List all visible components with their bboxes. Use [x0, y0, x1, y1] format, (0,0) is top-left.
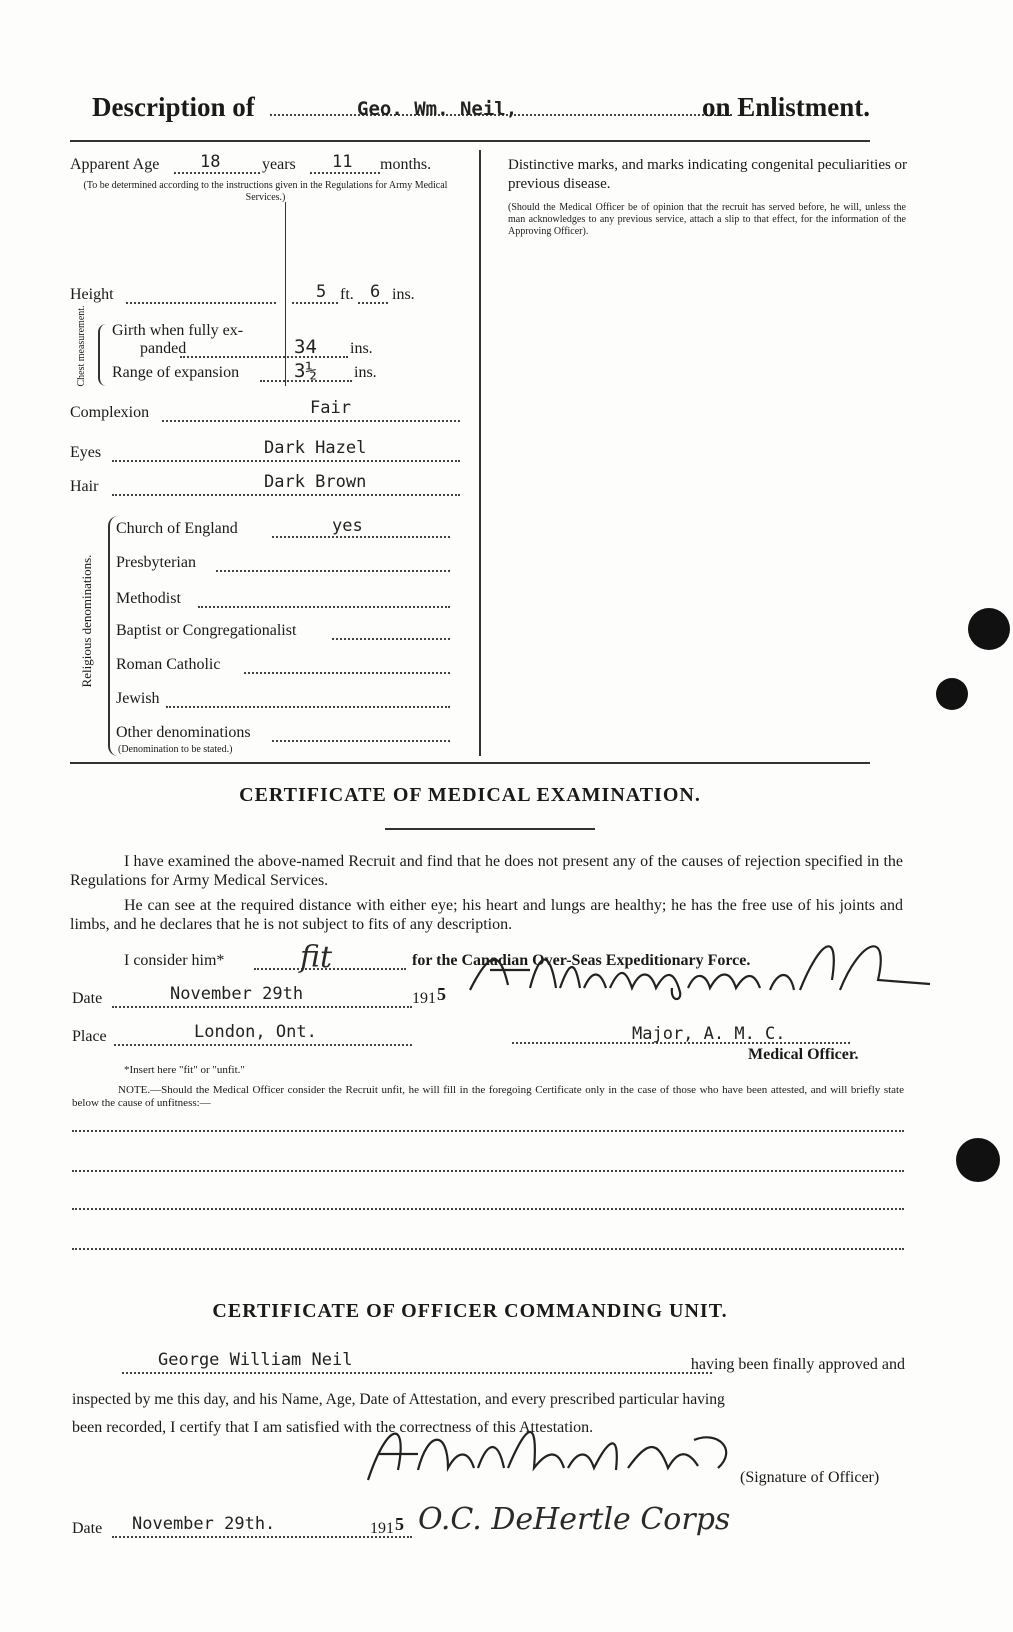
- age-note: (To be determined according to the instructions given in the Regulations for Army Medical Services.): [83, 180, 448, 203]
- unfitness-line-3[interactable]: [72, 1208, 904, 1210]
- insert-note: *Insert here "fit" or "unfit.": [124, 1064, 245, 1076]
- range-row: Range of expansion 3½ ins.: [112, 360, 377, 382]
- complexion-value: Fair: [310, 398, 351, 418]
- binder-hole-top: [968, 608, 1010, 650]
- rank-row: [512, 1024, 872, 1048]
- apparent-age-row: Apparent Age 18 years 11 months.: [70, 152, 432, 173]
- medical-officer-signature: [460, 930, 950, 1010]
- religion-roman-catholic: Roman Catholic: [116, 656, 466, 678]
- title-suffix: on Enlistment.: [702, 92, 871, 122]
- eyes-row: Eyes Dark Hazel: [70, 444, 470, 466]
- height-inches: 6: [370, 282, 381, 302]
- unfitness-line-1[interactable]: [72, 1130, 904, 1132]
- girth-row: Girth when fully ex- panded 34 ins.: [112, 322, 373, 358]
- religion-label: Religious denominations.: [79, 554, 94, 688]
- chest-label: Chest measurement.: [76, 305, 87, 387]
- commanding-date-row: Date November 29th. 191 5: [72, 1520, 472, 1544]
- binder-hole-middle: [936, 678, 968, 710]
- age-months: 11: [332, 152, 353, 172]
- complexion-row: Complexion Fair: [70, 404, 470, 426]
- commanding-recruit-name: George William Neil: [158, 1350, 353, 1370]
- height-row: Height 5 ft. 6 ins.: [70, 282, 415, 303]
- medical-heading: CERTIFICATE OF MEDICAL EXAMINATION.: [239, 784, 701, 806]
- unfitness-line-2[interactable]: [72, 1170, 904, 1172]
- range-value: 3½: [294, 360, 317, 382]
- medical-rank-value: Major, A. M. C.: [632, 1024, 786, 1044]
- consider-row: I consider him* fit for the Canadian Over-Seas Expeditionary Force.: [124, 940, 751, 975]
- fitness-value: fit: [300, 940, 333, 975]
- distinctive-marks-title: Distinctive marks, and marks indicating congenital peculiarities or previous disease.: [508, 157, 908, 192]
- commanding-line-1: George William Neil having been finally approved and: [72, 1356, 905, 1380]
- religion-other: Other denominations: [116, 724, 466, 746]
- commanding-line-2: inspected by me this day, and his Name, Age, Date of Attestation, and every prescribed particular having: [72, 1391, 725, 1408]
- title-prefix: Description of: [92, 92, 255, 122]
- chest-brace: [98, 324, 108, 386]
- column-divider: [479, 150, 481, 756]
- medical-divider: [385, 828, 595, 830]
- distinctive-marks-note: (Should the Medical Officer be of opinion that the recruit has served before, he will, unless the man acknowledges to any previous service, attach a slip to that effect, for the information of the Approving Officer).: [508, 202, 906, 237]
- religion-church-of-england: Church of England yes: [116, 520, 466, 542]
- binder-hole-bottom: [956, 1138, 1000, 1182]
- age-years: 18: [200, 152, 221, 172]
- medical-date-row: Date November 29th 191 5: [72, 984, 446, 1007]
- medical-officer-label: Medical Officer.: [748, 1046, 859, 1063]
- commanding-officer-signature: [358, 1410, 758, 1490]
- unfitness-note: NOTE.—Should the Medical Officer consider the Recruit unfit, he will fill in the foregoing Certificate only in the case of those who have been attested, and will briefly state below the cause of unfitness:—: [72, 1084, 904, 1109]
- form-title: [92, 92, 882, 124]
- hair-value: Dark Brown: [264, 472, 367, 492]
- medical-paragraph-1: I have examined the above-named Recruit and find that he does not present any of the causes of rejection specified in the Regulations for Army Medical Services.: [70, 853, 903, 889]
- header-rule: [70, 140, 870, 142]
- medical-date-value: November 29th: [170, 984, 304, 1004]
- religion-baptist: Baptist or Congregationalist: [116, 622, 466, 644]
- eyes-value: Dark Hazel: [264, 438, 367, 458]
- hair-row: Hair Dark Brown: [70, 478, 470, 500]
- religion-methodist: Methodist: [116, 590, 466, 612]
- religion-coe-value: yes: [332, 516, 363, 536]
- medical-place-value: London, Ont.: [194, 1022, 317, 1042]
- commanding-officer-handwriting: O.C. DeHertle Corps: [418, 1502, 731, 1537]
- unfitness-line-4[interactable]: [72, 1248, 904, 1250]
- height-feet: 5: [316, 282, 327, 302]
- medical-paragraph-2: He can see at the required distance with either eye; his heart and lungs are healthy; he has the free use of his joints and limbs, and he declares that he is not subject to fits of any description.: [70, 897, 903, 933]
- commanding-line-3: been recorded, I certify that I am satisfied with the correctness of this Attestation.: [72, 1419, 594, 1436]
- commanding-heading: CERTIFICATE OF OFFICER COMMANDING UNIT.: [212, 1300, 728, 1322]
- medical-place-row: Place London, Ont.: [72, 1028, 472, 1052]
- girth-value: 34: [294, 336, 317, 358]
- other-denomination-note: (Denomination to be stated.): [118, 744, 233, 755]
- religion-jewish: Jewish: [116, 690, 466, 712]
- section-rule: [70, 762, 870, 764]
- signature-of-officer-label: (Signature of Officer): [740, 1469, 880, 1486]
- religion-presbyterian: Presbyterian: [116, 554, 466, 576]
- recruit-name-header: Geo. Wm. Neil,: [357, 98, 518, 120]
- commanding-date-value: November 29th.: [132, 1514, 276, 1534]
